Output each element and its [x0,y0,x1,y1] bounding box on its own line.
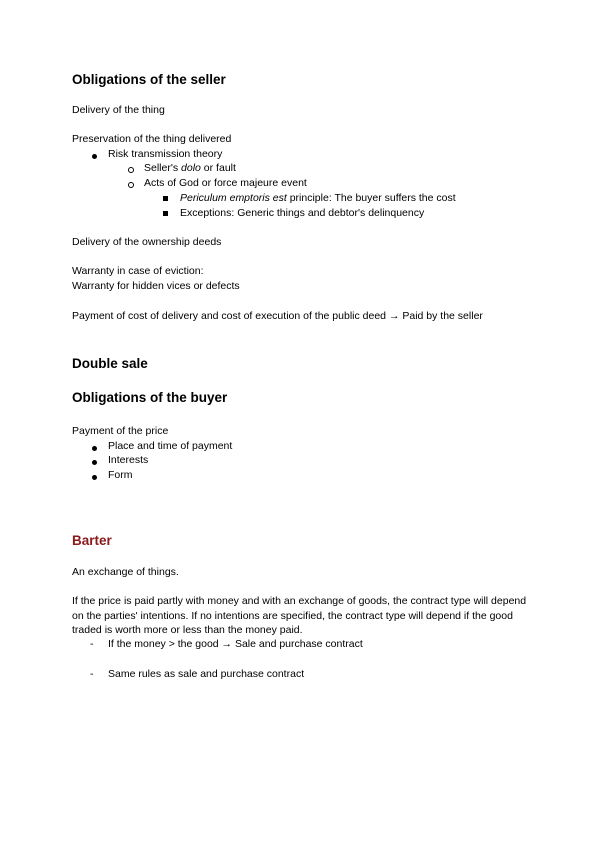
dolo-term: dolo [181,162,201,174]
bullet-square [163,211,168,216]
periculum-rest: principle: The buyer suffers the cost [286,192,456,204]
exchange-text: An exchange of things. [72,566,179,578]
delivery-text: Delivery of the thing [72,104,165,116]
sellers-prefix: Seller's [144,162,182,174]
exceptions-text: Exceptions: Generic things and debtor's delinquency [180,207,425,219]
bullet-dot [92,475,97,480]
buyer-heading: Obligations of the buyer [72,390,228,405]
barter-paragraph: If the price is paid partly with money and with an exchange of goods, the contract type will depend on the parties' intentions. If no intentions are specified, the contract type will depend if the good traded is worth more or less than the money paid. [72,595,527,636]
payment-price-text: Payment of the price [72,425,169,437]
bullet-square [163,196,168,201]
bullet-circle [128,182,134,188]
sellers-dolo-text [144,161,236,176]
buyer-item: Form [108,469,133,481]
periculum-term: Periculum emptoris est [180,192,287,204]
dash-marker: - [90,668,94,680]
buyer-item: Interests [108,454,149,466]
preservation-text: Preservation of the thing delivered [72,133,232,145]
bullet-dot [92,154,97,159]
buyer-item: Place and time of payment [108,440,233,452]
bullet-circle [128,167,134,173]
double-sale-heading: Double sale [72,356,148,371]
bullet-dot [92,460,97,465]
bullet-dot [92,446,97,451]
payment-cost-text: Payment of cost of delivery and cost of execution of the public deed → Paid by the seller [72,310,483,322]
dash-item: If the money > the good → Sale and purchase contract [108,638,363,650]
dash-marker: - [90,638,94,650]
barter-heading: Barter [72,533,112,548]
warranty-eviction-text: Warranty in case of eviction: [72,265,204,277]
acts-of-god-text: Acts of God or force majeure event [144,177,307,189]
risk-theory-text: Risk transmission theory [108,148,223,160]
seller-heading: Obligations of the seller [72,72,226,87]
periculum-text [180,191,456,206]
ownership-deeds-text: Delivery of the ownership deeds [72,236,222,248]
or-fault: or fault [200,162,236,174]
warranty-vices-text: Warranty for hidden vices or defects [72,280,240,292]
dash-item: Same rules as sale and purchase contract [108,668,305,680]
